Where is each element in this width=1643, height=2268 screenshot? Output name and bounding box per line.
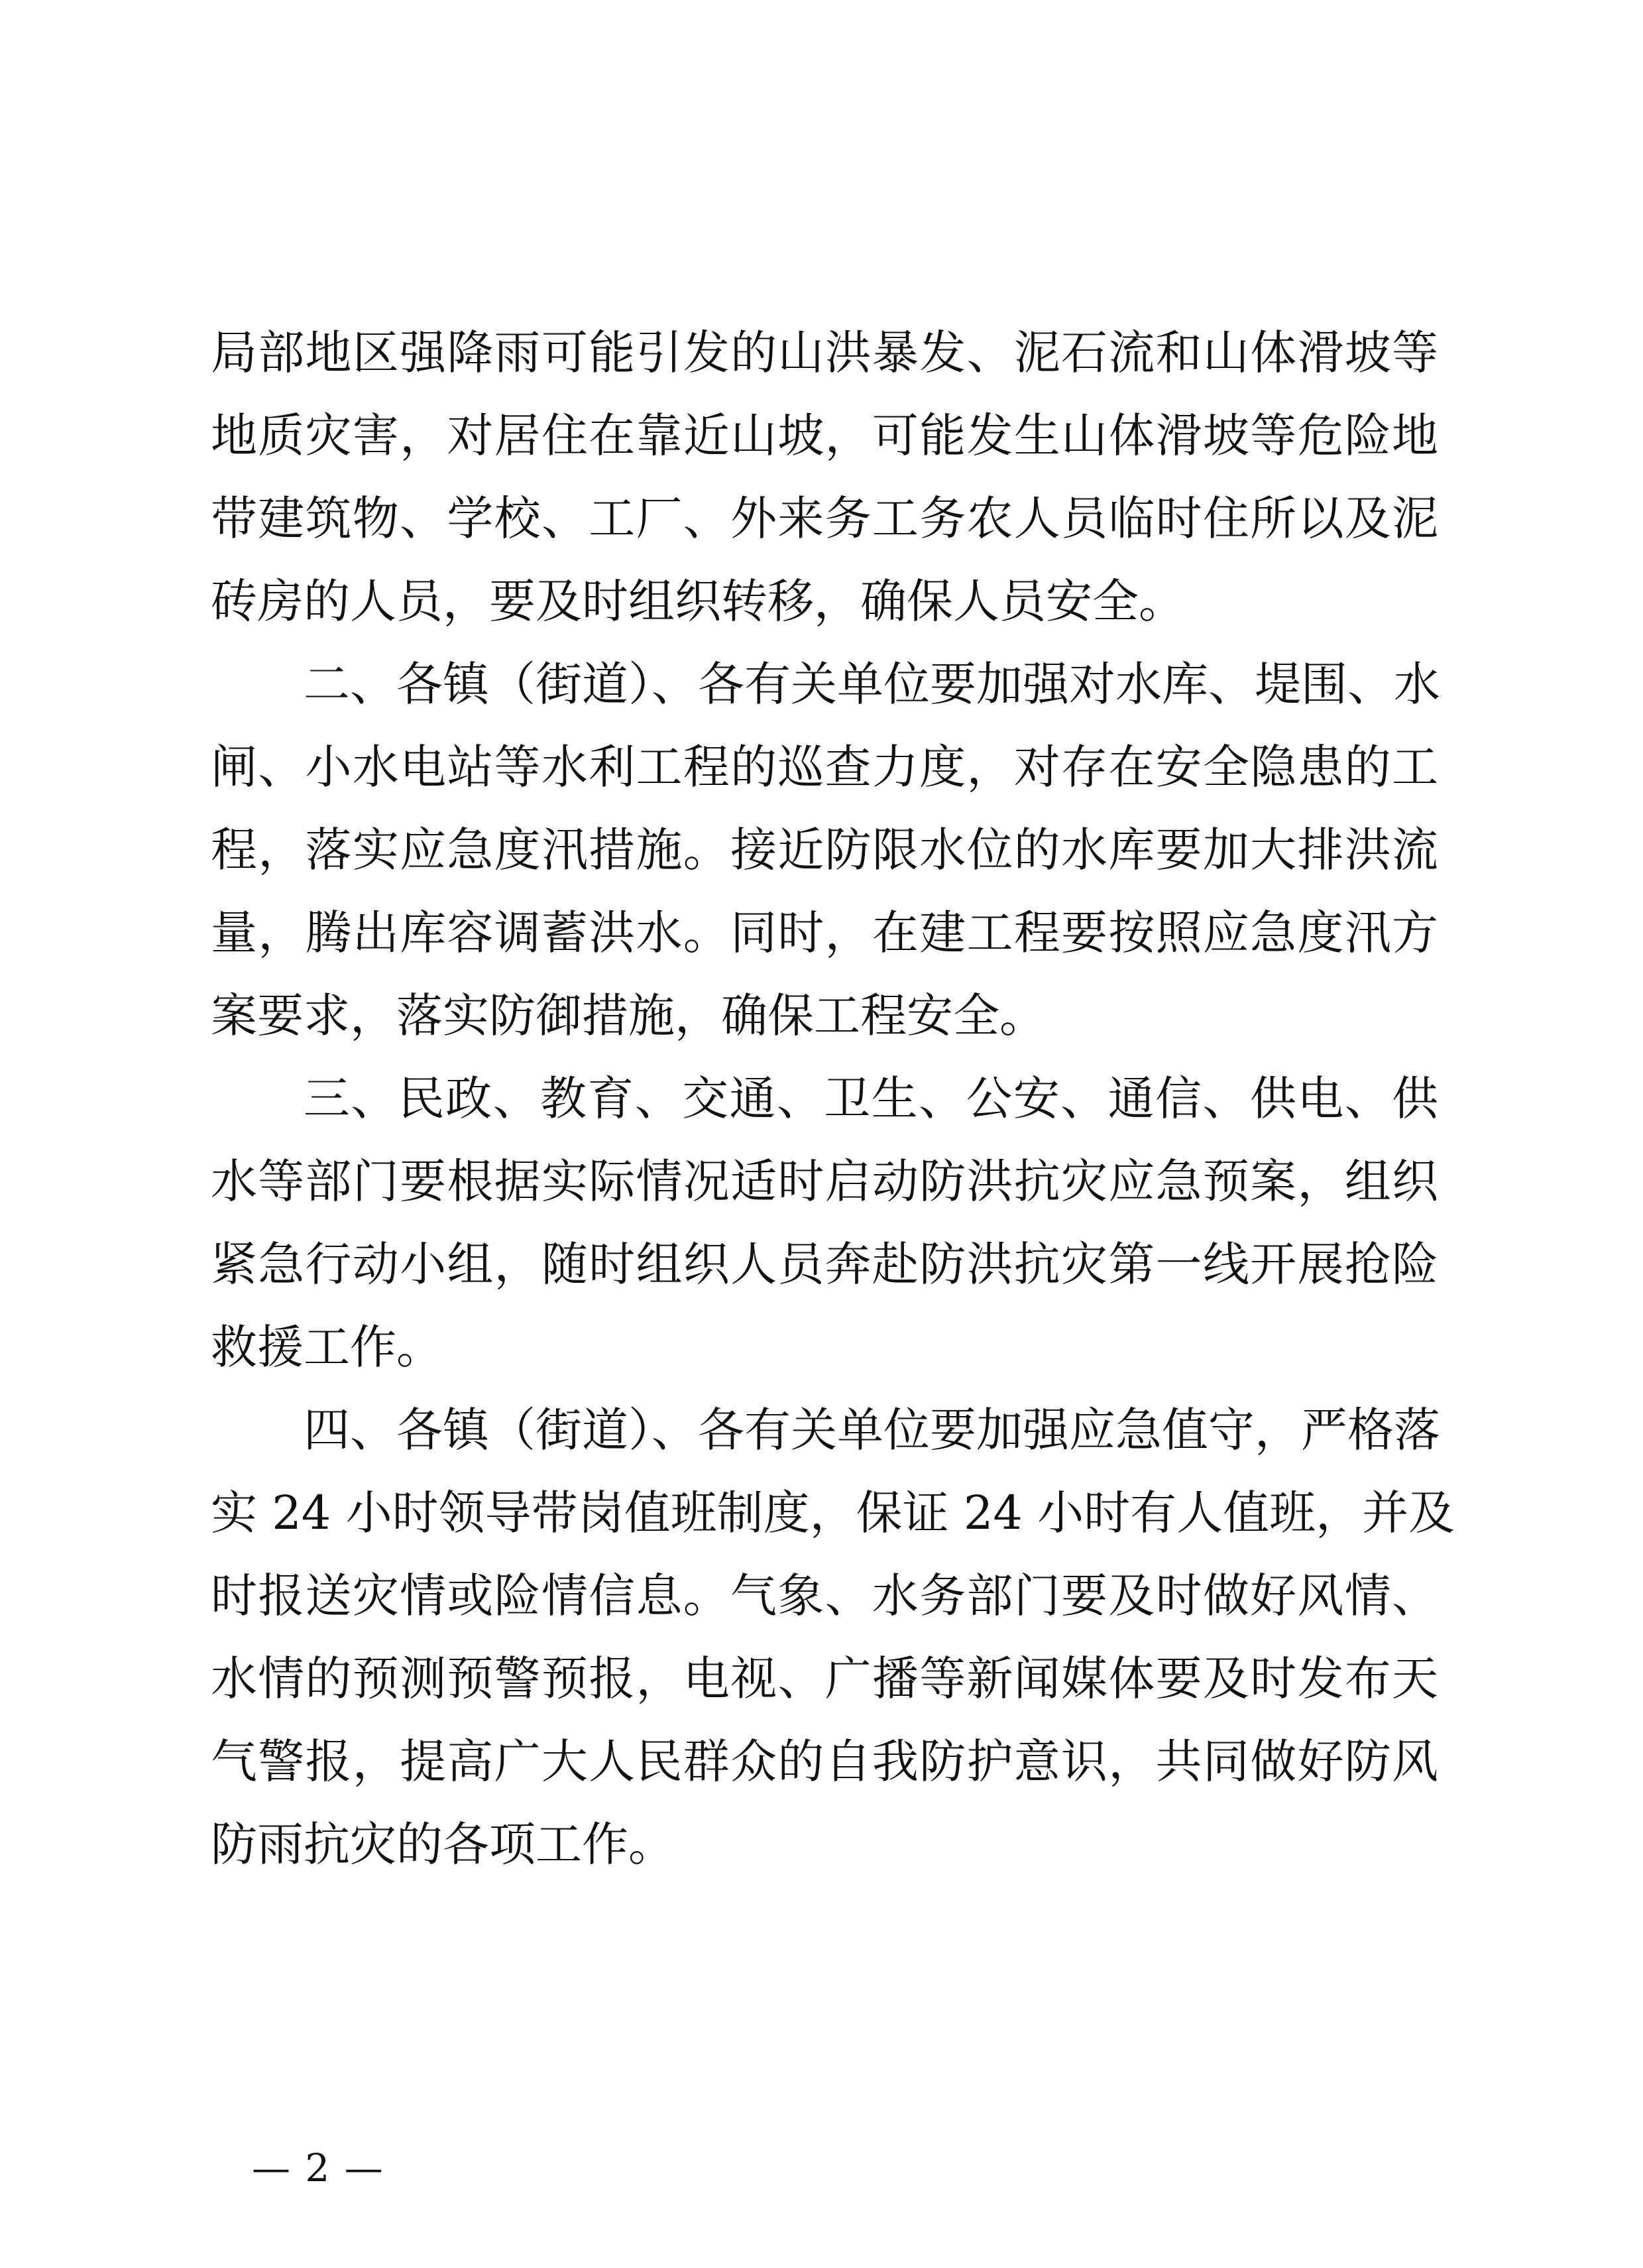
text-line: 闸、小水电站等水利工程的巡查力度，对存在安全隐患的工 (211, 740, 1438, 794)
text-line: 气警报，提高广大人民群众的自我防护意识，共同做好防风 (211, 1734, 1438, 1789)
text-line: 水情的预测预警预报，电视、广播等新闻媒体要及时发布天 (211, 1651, 1438, 1706)
paragraph-4-first-line: 四、各镇（街道）、各有关单位要加强应急值守，严格落 (304, 1403, 1440, 1457)
page-number: — 2 — (252, 2145, 384, 2190)
text-line: 带建筑物、学校、工厂、外来务工务农人员临时住所以及泥 (211, 491, 1438, 546)
text-line: 局部地区强降雨可能引发的山洪暴发、泥石流和山体滑坡等 (211, 326, 1438, 380)
paragraph-3-first-line: 三、民政、教育、交通、卫生、公安、通信、供电、供 (304, 1071, 1438, 1126)
text-line: 实 24 小时领导带岗值班制度，保证 24 小时有人值班，并及 (211, 1486, 1455, 1540)
text-line: 紧急行动小组，随时组织人员奔赴防洪抗灾第一线开展抢险 (211, 1237, 1438, 1291)
text-line: 程，落实应急度汛措施。接近防限水位的水库要加大排洪流 (211, 823, 1438, 877)
text-line: 量，腾出库容调蓄洪水。同时，在建工程要按照应急度汛方 (211, 906, 1438, 960)
text-line: 救援工作。 (211, 1320, 443, 1374)
paragraph-2-first-line: 二、各镇（街道）、各有关单位要加强对水库、堤围、水 (304, 657, 1440, 711)
text-line: 砖房的人员，要及时组织转移，确保人员安全。 (211, 574, 1185, 628)
text-line: 地质灾害，对居住在靠近山坡，可能发生山体滑坡等危险地 (211, 408, 1438, 463)
text-line: 防雨抗灾的各项工作。 (211, 1817, 675, 1872)
body-text (211, 312, 1455, 1886)
text-line: 时报送灾情或险情信息。气象、水务部门要及时做好风情、 (211, 1569, 1438, 1623)
text-line: 案要求，落实防御措施，确保工程安全。 (211, 988, 1046, 1043)
text-line: 水等部门要根据实际情况适时启动防洪抗灾应急预案，组织 (211, 1154, 1438, 1209)
